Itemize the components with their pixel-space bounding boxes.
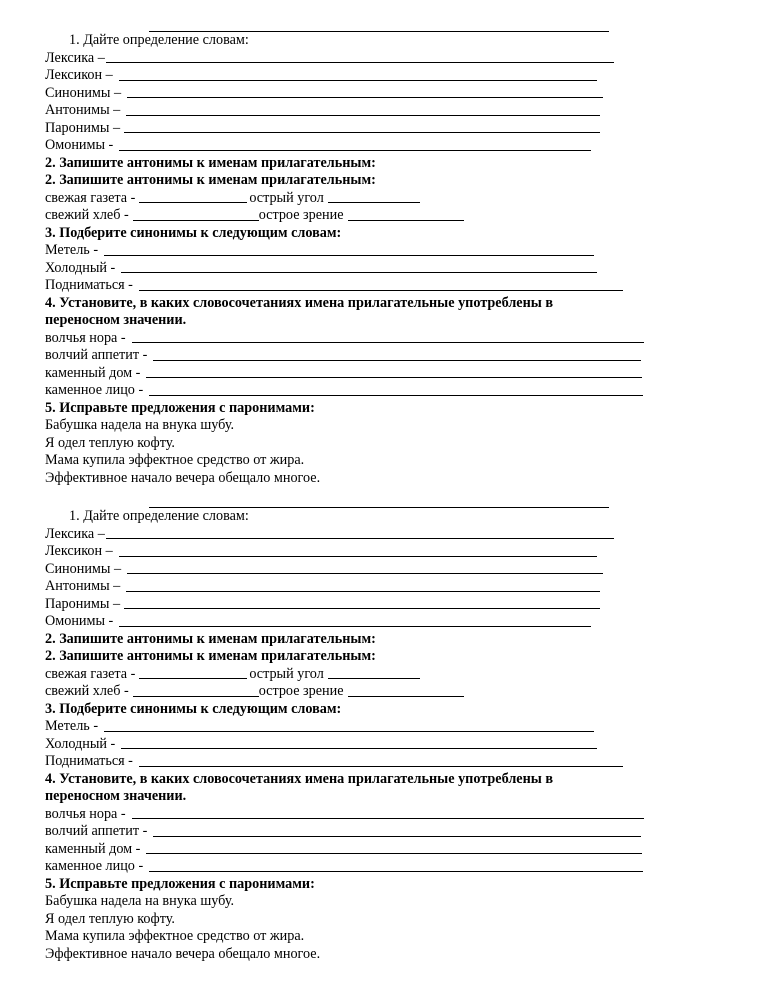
phrase-row: волчий аппетит - xyxy=(45,823,685,841)
answer-blank[interactable] xyxy=(106,537,614,539)
answer-blank[interactable] xyxy=(133,695,259,697)
answer-blank[interactable] xyxy=(104,730,594,732)
answer-blank[interactable] xyxy=(139,289,623,291)
task4-heading: 4. Установите, в каких словосочетаниях имена прилагательные употреблены в переносном значении. xyxy=(45,294,554,328)
phrase-row: каменный дом - xyxy=(45,365,685,383)
term-row-antonimy: Антонимы – xyxy=(45,578,685,596)
answer-blank[interactable] xyxy=(127,96,603,98)
task4-heading: 4. Установите, в каких словосочетаниях имена прилагательные употреблены в переносном значении. xyxy=(45,770,554,804)
sentence-row: Эффективное начало вечера обещало многое. xyxy=(45,945,321,962)
answer-blank[interactable] xyxy=(119,625,591,627)
answer-blank[interactable] xyxy=(119,555,597,557)
task1-heading: 1. Дайте определение словам: xyxy=(69,508,249,524)
task2-heading-duplicate: 2. Запишите антонимы к именам прилагательным: xyxy=(45,648,376,664)
name-blank-line[interactable] xyxy=(149,18,609,32)
answer-blank[interactable] xyxy=(124,607,600,609)
task1-heading: 1. Дайте определение словам: xyxy=(69,32,249,48)
sentence-row: Бабушка надела на внука шубу. xyxy=(45,417,235,433)
term-row-antonimy: Антонимы – xyxy=(45,102,685,120)
answer-blank[interactable] xyxy=(126,114,600,116)
answer-blank[interactable] xyxy=(121,747,597,749)
answer-blank[interactable] xyxy=(139,765,623,767)
answer-blank[interactable] xyxy=(153,835,641,837)
name-blank-line[interactable] xyxy=(149,494,609,508)
phrase-row: каменный дом - xyxy=(45,841,685,859)
task3-heading: 3. Подберите синонимы к следующим словам: xyxy=(45,700,342,717)
sentence-row: Я одел теплую кофту. xyxy=(45,910,175,927)
term-row-leksikon: Лексикон – xyxy=(45,543,685,561)
phrase-row: волчья нора - xyxy=(45,806,685,824)
phrase-row: волчья нора - xyxy=(45,330,685,348)
task3-heading: 3. Подберите синонимы к следующим словам: xyxy=(45,224,342,241)
answer-blank[interactable] xyxy=(127,572,603,574)
term-row-omonimy: Омонимы - xyxy=(45,137,685,155)
answer-blank[interactable] xyxy=(121,271,597,273)
phrase-row: волчий аппетит - xyxy=(45,347,685,365)
answer-blank[interactable] xyxy=(328,677,420,679)
answer-blank[interactable] xyxy=(149,394,643,396)
answer-blank[interactable] xyxy=(106,61,614,63)
term-row-lexika: Лексика – xyxy=(45,526,685,544)
antonym-row: свежий хлеб - острое зрение xyxy=(45,207,685,225)
term-row-leksikon: Лексикон – xyxy=(45,67,685,85)
task2-heading-duplicate: 2. Запишите антонимы к именам прилагательным: xyxy=(45,172,376,188)
answer-blank[interactable] xyxy=(149,870,643,872)
answer-blank[interactable] xyxy=(119,149,591,151)
task5-heading: 5. Исправьте предложения с паронимами: xyxy=(45,399,315,416)
answer-blank[interactable] xyxy=(126,590,600,592)
answer-blank[interactable] xyxy=(348,695,464,697)
term-row-omonimy: Омонимы - xyxy=(45,613,685,631)
synonym-row: Холодный - xyxy=(45,736,685,754)
answer-blank[interactable] xyxy=(132,341,644,343)
answer-blank[interactable] xyxy=(132,817,644,819)
answer-blank[interactable] xyxy=(139,201,247,203)
task5-heading: 5. Исправьте предложения с паронимами: xyxy=(45,875,315,892)
answer-blank[interactable] xyxy=(328,201,420,203)
synonym-row: Метель - xyxy=(45,718,685,736)
term-row-sinonimy: Синонимы – xyxy=(45,85,685,103)
antonym-row: свежий хлеб - острое зрение xyxy=(45,683,685,701)
worksheet-copy-2 xyxy=(45,494,685,963)
sentence-row: Мама купила эффектное средство от жира. xyxy=(45,928,305,944)
answer-blank[interactable] xyxy=(104,254,594,256)
term-row-paronimy: Паронимы – xyxy=(45,596,685,614)
sentence-row: Эффективное начало вечера обещало многое. xyxy=(45,469,321,486)
task2-heading: 2. Запишите антонимы к именам прилагательным: xyxy=(45,630,376,647)
sentence-row: Мама купила эффектное средство от жира. xyxy=(45,452,305,468)
term-row-lexika: Лексика – xyxy=(45,50,685,68)
answer-blank[interactable] xyxy=(139,677,247,679)
sentence-row: Бабушка надела на внука шубу. xyxy=(45,893,235,909)
antonym-row: свежая газета - острый угол xyxy=(45,190,685,208)
synonym-row: Метель - xyxy=(45,242,685,260)
task2-heading: 2. Запишите антонимы к именам прилагательным: xyxy=(45,154,376,171)
answer-blank[interactable] xyxy=(119,79,597,81)
answer-blank[interactable] xyxy=(153,359,641,361)
phrase-row: каменное лицо - xyxy=(45,382,685,400)
worksheet-copy-1 xyxy=(45,18,685,487)
phrase-row: каменное лицо - xyxy=(45,858,685,876)
antonym-row: свежая газета - острый угол xyxy=(45,666,685,684)
synonym-row: Холодный - xyxy=(45,260,685,278)
answer-blank[interactable] xyxy=(146,852,642,854)
sentence-row: Я одел теплую кофту. xyxy=(45,434,175,451)
term-row-paronimy: Паронимы – xyxy=(45,120,685,138)
answer-blank[interactable] xyxy=(146,376,642,378)
answer-blank[interactable] xyxy=(133,219,259,221)
synonym-row: Подниматься - xyxy=(45,753,685,771)
answer-blank[interactable] xyxy=(348,219,464,221)
synonym-row: Подниматься - xyxy=(45,277,685,295)
term-row-sinonimy: Синонимы – xyxy=(45,561,685,579)
answer-blank[interactable] xyxy=(124,131,600,133)
